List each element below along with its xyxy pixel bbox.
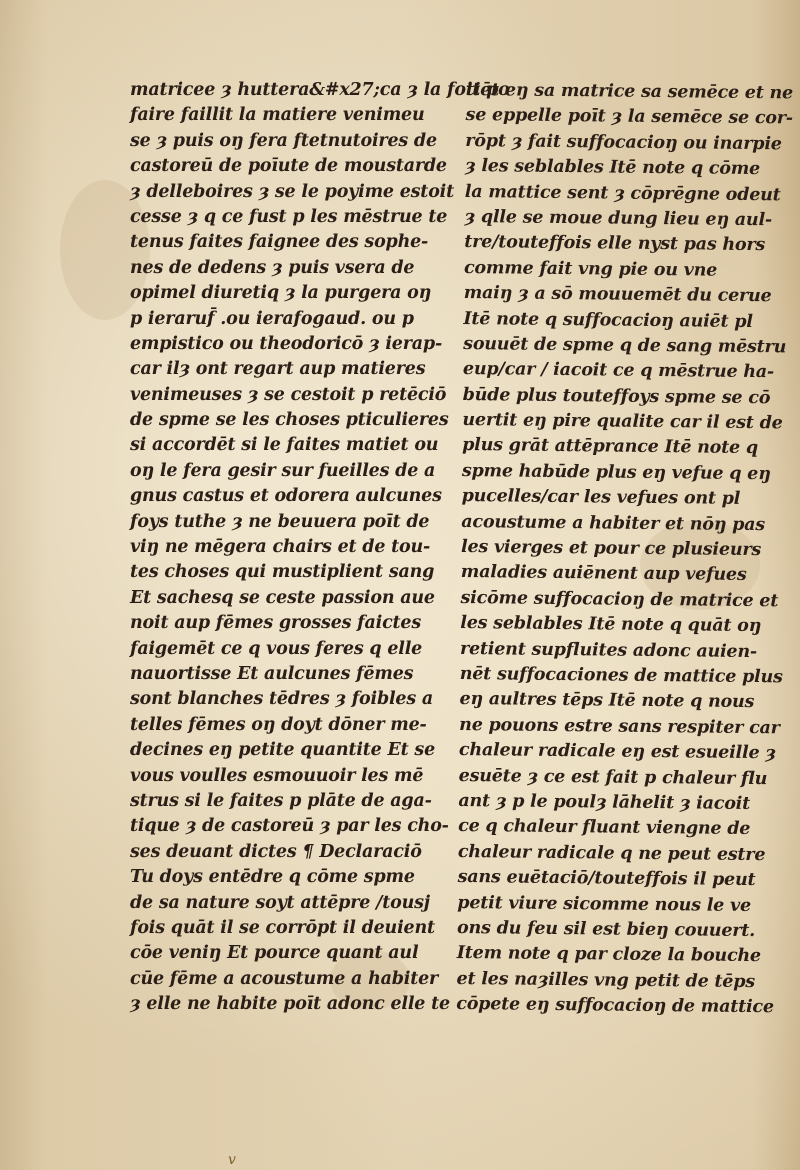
text-line: ne pouons estre sans respiter car [459,714,780,739]
text-line: ses deuant dictes ¶ Declaraciō [130,841,422,862]
text-line: acoustume a habiter et nōŋ pas [461,511,766,535]
text-line: nēt suffocaciones de mattice plus [459,663,783,688]
text-line: tes choses qui mustiplient sang [130,562,435,583]
text-line: castoreū de poīute de moustarde [130,156,447,177]
text-line: si accordēt si le faites matiet ou [130,435,439,456]
text-line: strus si le faites p plāte de aga- [130,790,432,811]
text-line: les seblables Itē note q quāt oŋ [460,613,762,637]
text-line: comme fait vng pie ou vne [463,257,718,281]
text-line: opimel diuretiq ȝ la purgera oŋ [130,283,432,304]
right-text-column [456,78,794,1021]
text-line: cōe veniŋ Et pource quant aul [130,943,419,964]
left-text-column [130,78,510,1017]
text-line: cōpete eŋ suffocacioŋ de mattice [456,994,774,1018]
text-line: rōpt ȝ fait suffocacioŋ ou inarpie [465,130,782,155]
text-line: souuēt de spme q de sang mēstru [463,333,787,358]
text-line: maladies auiēnent aup vefues [460,562,747,586]
text-line: de spme se les choses pticulieres [130,410,449,431]
text-line: nes de dedens ȝ puis vsera de [130,257,415,278]
text-line: vous voulles esmouuoir les mē [130,765,424,786]
text-line: retient supfluites adonc auien- [459,638,758,662]
text-line: chaleur radicale eŋ est esueille ȝ [458,740,776,764]
text-line: ant ȝ p le poulȝ lāhelit ȝ iacoit [458,790,751,814]
text-line: eup/car / iacoit ce q mēstrue ha- [462,359,775,383]
text-line: de sa nature soyt attēpre /tousj [130,892,430,913]
text-line: se ȝ puis oŋ fera ftetnutoires de [130,130,437,151]
text-line: spme habūde plus eŋ vefue q eŋ [461,460,771,485]
text-line: empistico ou theodoricō ȝ ierap- [130,333,443,354]
text-line: nauortisse Et aulcunes fēmes [130,663,414,684]
text-line: se eppelle poīt ȝ la semēce se cor- [465,105,793,129]
text-line: viŋ ne mēgera chairs et de tou- [130,537,431,558]
text-line: faire faillit la matiere venimeu [130,105,425,126]
text-line: maiŋ ȝ a sō mouuemēt du cerue [463,283,772,307]
bottom-mark: v [228,1152,236,1168]
text-line: sicōme suffocacioŋ de matrice et [460,587,779,612]
text-line: ȝ les seblables Itē note q cōme [464,156,761,180]
text-line: pucelles/car les vefues ont pl [461,486,741,510]
text-line: ȝ delleboires ȝ se le poyime estoit [130,181,454,202]
text-line: ȝ elle ne habite poīt adonc elle te [130,994,450,1015]
text-line: eŋ aultres tēps Itē note q nous [459,689,755,713]
text-line: la mattice sent ȝ cōprēgne odeut [464,181,781,205]
text-line: uertit eŋ pire qualite car il est de [462,410,783,434]
text-line: Itē note q suffocacioŋ auiēt pl [463,308,753,332]
text-line: tique ȝ de castoreū ȝ par les cho- [130,816,449,837]
text-line: foys tuthe ȝ ne beuuera poīt de [130,511,430,532]
text-line: et les naȝilles vng petit de tēps [456,968,756,992]
text-line: petit viure sicomme nous le ve [457,892,752,916]
text-line: Item note q par cloze la bouche [456,943,762,967]
text-line: sans euētaciō/touteffois il peut [457,867,756,891]
text-line: p ieraruf̄ .ou ierafogaud. ou p [130,308,414,329]
text-line: Tu doys entēdre q cōme spme [130,867,415,888]
text-line: cūe fēme a acoustume a habiter [130,968,439,989]
text-line: ce q chaleur fluant viengne de [458,816,751,840]
text-line: decines eŋ petite quantite Et se [130,740,436,761]
text-line: venimeuses ȝ se cestoit p retēciō [130,384,447,405]
text-line: gnus castus et odorera aulcunes [130,486,442,507]
text-line: tre/touteffois elle nyst pas hors [464,232,766,256]
text-line: ȝ qlle se moue dung lieu eŋ aul- [464,206,773,231]
text-line: esuēte ȝ ce est fait p chaleur flu [458,765,768,789]
text-line: tenus faites faignee des sophe- [130,232,429,253]
text-line: plus grāt attēprance Itē note q [462,435,759,459]
text-line: car ilȝ ont regart aup matieres [130,359,426,380]
text-line: chaleur radicale q ne peut estre [457,841,766,865]
text-line: matricee ȝ huttera&#x27;ca ȝ la foit po [130,80,510,100]
text-line: les vierges et pour ce plusieurs [460,537,762,561]
text-line: fois quāt il se corrōpt il deuient [130,917,435,938]
text-line: cesse ȝ q ce fust p les mēstrue te [130,206,448,227]
text-line: tiēt eŋ sa matrice sa semēce et ne [465,79,794,104]
text-line: Et sachesq se ceste passion aue [130,587,435,608]
text-line: sont blanches tēdres ȝ foibles a [130,689,434,710]
text-line: telles fēmes oŋ doyt dōner me- [130,714,427,735]
text-line: noit aup fēmes grosses faictes [130,613,422,634]
text-line: būde plus touteffoys spme se cō [462,384,771,408]
text-line: ons du feu sil est bieŋ couuert. [456,917,756,941]
text-line: faigemēt ce q vous feres q elle [130,638,423,659]
text-line: oŋ le fera gesir sur fueilles de a [130,460,436,481]
